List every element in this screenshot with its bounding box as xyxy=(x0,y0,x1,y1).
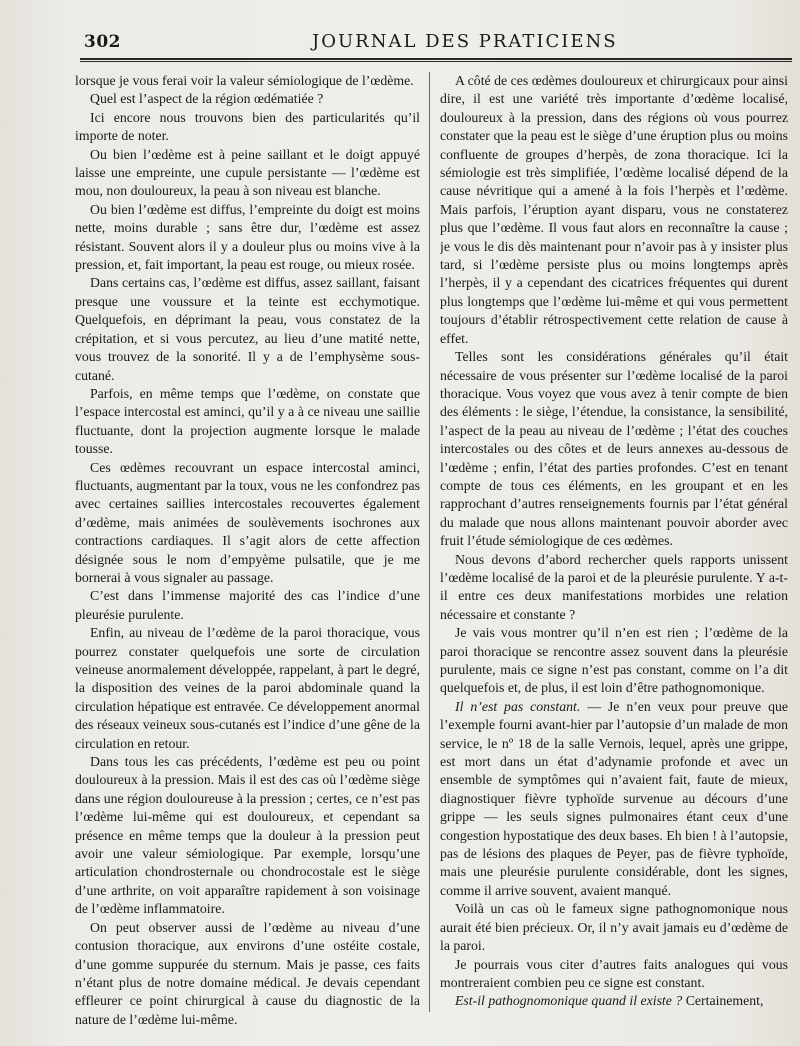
paragraph-text: Nous devons d’abord rechercher quels rapports unissent l’œdème localisé de la paroi et de la pleurésie purulente. Y a-t-il entre ces deux manifestations morbides une relation nécessaire et constante ? xyxy=(440,551,788,622)
paragraph xyxy=(440,900,788,955)
paragraph xyxy=(440,956,788,993)
paragraph xyxy=(440,992,788,1010)
paragraph-text: Je pourrais vous citer d’autres faits analogues qui vous montreraient combien peu ce signe est constant. xyxy=(440,956,788,990)
paragraph xyxy=(75,274,420,384)
header-rule-thin xyxy=(80,61,792,62)
paragraph-text: Telles sont les considérations générales qu’il était nécessaire de vous présenter sur l’œdème localisé de la paroi thoracique. Vous voyez que vous avez à tenir compte de bien des éléments : le siège, l’étendue, la consistance, la sensibilité, l’aspect de la peau au niveau de l’œdème ; l’état des couches intercostales ou des côtes et de leurs annexes au-dessous de l’œdème ; enfin, l’état des parties profondes. C’est en tenant compte de tous ces éléments, en les groupant et en les rapprochant d’autres renseignements fournis par l’état général du malade que nous allons maintenant pouvoir aborder avec fruit l’étude sémiologique de ces œdèmes. xyxy=(440,349,788,549)
paragraph-text: lorsque je vous ferai voir la valeur sémiologique de l’œdème. xyxy=(75,73,414,88)
paragraph-text: Voilà un cas où le fameux signe pathognomonique nous aurait été bien précieux. Or, il n’y avait jamais eu d’œdème de la paroi. xyxy=(440,901,788,954)
paragraph-text: Dans tous les cas précédents, l’œdème est peu ou point douloureux à la pression. Mais il est des cas où l’œdème siège dans une région douloureuse à la pression ; certes, ce n’est pas l’œdème lui-même qui est douloureux, et cependant sa présence en même temps que la douleur à la pression peut avoir une valeur sémiologique. Par exemple, lorsqu’une articulation chondrosternale ou chondrocostale est le siège d’une arthrite, on voit apparaître rapidement à son voisinage de l’œdème inflammatoire. xyxy=(75,754,420,917)
paragraph-text: On peut observer aussi de l’œdème au niveau d’une contusion thoracique, aux environs d’une ostéite costale, d’une gomme suppurée du sternum. Mais je passe, ces faits n’étant plus de notre domaine médical. Je devais cependant effleurer ce point chirurgical à cause du diagnostic de la nature de l’œdème lui-même. xyxy=(75,919,420,1027)
paragraph-text: Je vais vous montrer qu’il n’en est rien ; l’œdème de la paroi thoracique se rencontre assez souvent dans la pleurésie purulente, mais ce signe n’est pas constant, comme on l’a dit quelquefois et, de plus, il est loin d’être pathognomonique. xyxy=(440,625,788,696)
paragraph-text: Dans certains cas, l’œdème est diffus, assez saillant, faisant presque une voussure et la teinte est ecchymotique. Quelquefois, en déprimant la peau, vous constatez de la crépitation, et si vous percutez, au lieu d’une matité nette, vous trouvez de la sonorité. Il y a de l’emphysème sous-cutané. xyxy=(75,275,420,383)
column-separator xyxy=(429,72,430,1012)
paragraph xyxy=(75,624,420,753)
paragraph xyxy=(440,698,788,900)
page-header xyxy=(62,20,788,60)
paragraph xyxy=(75,753,420,919)
paragraph-text: Enfin, au niveau de l’œdème de la paroi thoracique, vous pourrez constater quelquefois une sorte de circulation veineuse anormalement développée, rappelant, à part le degré, la disposition des veines de la paroi abdominale quand la circulation hépatique est entravée. Ce développement anormal des réseaux veineux sous-cutanés est l’indice d’une gêne de la circulation en retour. xyxy=(75,625,420,751)
paragraph-text: C’est dans l’immense majorité des cas l’indice d’une pleurésie purulente. xyxy=(75,588,420,622)
paragraph-text: Ici encore nous trouvons bien des particularités qu’il importe de noter. xyxy=(75,109,420,144)
paragraph-text: Ou bien l’œdème est à peine saillant et le doigt appuyé laisse une empreinte, une cupule persistante — l’œdème est mou, non douloureux, la peau à son niveau est blanche. xyxy=(75,146,420,199)
paragraph xyxy=(75,109,420,146)
paragraph xyxy=(75,459,420,588)
paragraph xyxy=(75,72,420,90)
left-column xyxy=(75,72,420,1029)
paragraph xyxy=(75,146,420,201)
right-column xyxy=(440,72,788,1011)
paragraph-text: Ces œdèmes recouvrant un espace intercostal aminci, fluctuants, augmentant par la toux, vous ne les confondrez pas avec certaines saillies intercostales recouvertes également d’œdème, mais animées de soulèvements isochrones aux contractions cardiaques. Il s’agit alors de cette affection désignée sous le nom d’empyème pulsatile, que je me bornerai à vous signaler au passage. xyxy=(75,459,420,585)
paragraph-text: Quel est l’aspect de la région œdématiée ? xyxy=(90,91,324,107)
journal-title: JOURNAL DES PRATICIENS xyxy=(312,31,618,52)
paragraph-text: Ou bien l’œdème est diffus, l’empreinte du doigt est moins nette, moins durable ; sans être dur, l’œdème est assez résistant. Souvent alors il y a douleur plus ou moins vive à la pression, et, fait important, la peau est rouge, ou mieux rosée. xyxy=(75,201,420,273)
paragraph xyxy=(75,587,420,624)
paragraph-text: A côté de ces œdèmes douloureux et chirurgicaux pour ainsi dire, il est une variété très importante d’œdème localisé, douloureux à la pression, dans des régions où vous pourrez constater que la peau est le siège d’une éruption plus ou moins confluente de groupes d’herpès, de zona thoracique. Ici la sémiologie est très simplifiée, l’œdème localisé dépend de la cause névritique qui a amené à la fois l’herpès et l’œdème. Mais parfois, l’éruption ayant disparu, vous ne constaterez plus que l’œdème. Il vous faut alors en reconnaître la cause ; je vous le dis dès maintenant pour n’avoir pas à y insister plus tard, si l’œdème persiste plus ou moins longtemps après l’herpès, il y a cependant des cicatrices fréquentes qui durent plus longtemps que l’œdème lui-même et qui vous permettent toujours d’établir rétrospectivement cette relation de cause à effet. xyxy=(440,73,788,346)
paragraph xyxy=(75,201,420,275)
paragraph-lead-italic: Il n’est pas constant. xyxy=(455,698,581,714)
paragraph xyxy=(440,551,788,625)
paragraph xyxy=(440,348,788,550)
paragraph xyxy=(75,90,420,108)
paragraph xyxy=(75,385,420,459)
paragraph-text: Parfois, en même temps que l’œdème, on constate que l’espace intercostal est aminci, qu’il y a à ce niveau une saillie fluctuante, dont la projection augmente lorsque le malade tousse. xyxy=(75,385,420,457)
paragraph xyxy=(440,624,788,698)
paragraph xyxy=(75,919,420,1029)
header-rule xyxy=(80,58,792,60)
paragraph-text: Certainement, xyxy=(682,993,764,1009)
paragraph xyxy=(440,72,788,348)
page-number: 302 xyxy=(84,32,121,52)
paragraph-lead-italic: Est-il pathognomonique quand il existe ? xyxy=(455,993,683,1009)
paragraph-text: — Je n’en veux pour preuve que l’exemple fourni avant-hier par l’autopsie d’un malade de mon service, le nº 18 de la salle Vernois, lequel, après une grippe, est mort dans un état d’adynamie profonde et avec un ensemble de symptômes qui n’avaient fait, faute de mieux, diagnostiquer fièvre typhoïde survenue au décours d’une grippe — les seuls signes pulmonaires étant ceux d’une congestion hypostatique des deux bases. Eh bien ! à l’autopsie, pas de lésions des plaques de Peyer, pas de fièvre typhoïde, mais une pleurésie purulente considérable, dont les signes, comme il arrive souvent, avaient manqué. xyxy=(440,698,788,898)
